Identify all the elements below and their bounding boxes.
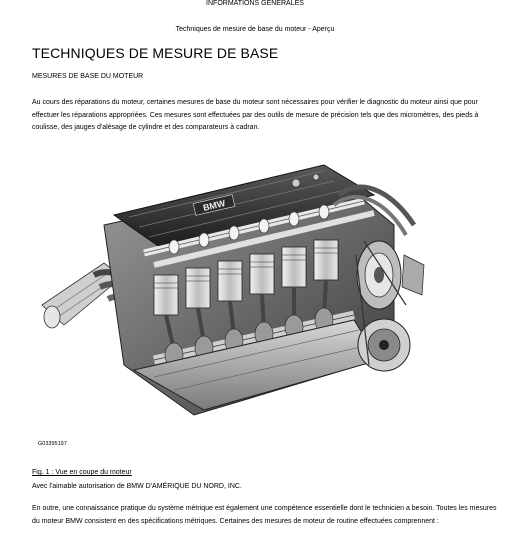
engine-cutaway-illustration bbox=[34, 155, 434, 435]
section-heading: MESURES DE BASE DU MOTEUR bbox=[32, 73, 144, 80]
running-header: INFORMATIONS GÉNÉRALES bbox=[206, 0, 304, 7]
page-subtitle: Techniques de mesure de base du moteur - Aperçu bbox=[175, 26, 335, 33]
page-title: TECHNIQUES DE MESURE DE BASE bbox=[32, 45, 279, 61]
figure-caption-title: Fig. 1 : Vue en coupe du moteur bbox=[32, 469, 132, 476]
figure-credit: Avec l'aimable autorisation de BMW D'AMÉRIQUE DU NORD, INC. bbox=[32, 483, 242, 490]
intro-paragraph: Au cours des réparations du moteur, certaines mesures de base du moteur sont nécessaires pour vérifier le diagnostic du moteur ainsi que pour effectuer les réparations appropriées. Ces mesures sont effectuées par des outils de mesure de précision tels que des micromètres, des pieds à coulisse, des jauges d'alésage de cylindre et des comparateurs à cadran. bbox=[32, 99, 479, 131]
bmw-logo-text: BMW bbox=[202, 198, 227, 213]
closing-paragraph: En outre, une connaissance pratique du système métrique est également une compétence essentielle dont le technicien a besoin. Toutes les mesures du moteur BMW consistent en des spécifications métriques. Certaines des mesures de moteur de routine effectuées comprennent : bbox=[32, 505, 497, 525]
figure-code: G03395197 bbox=[38, 441, 67, 447]
figure-caption bbox=[32, 468, 132, 477]
